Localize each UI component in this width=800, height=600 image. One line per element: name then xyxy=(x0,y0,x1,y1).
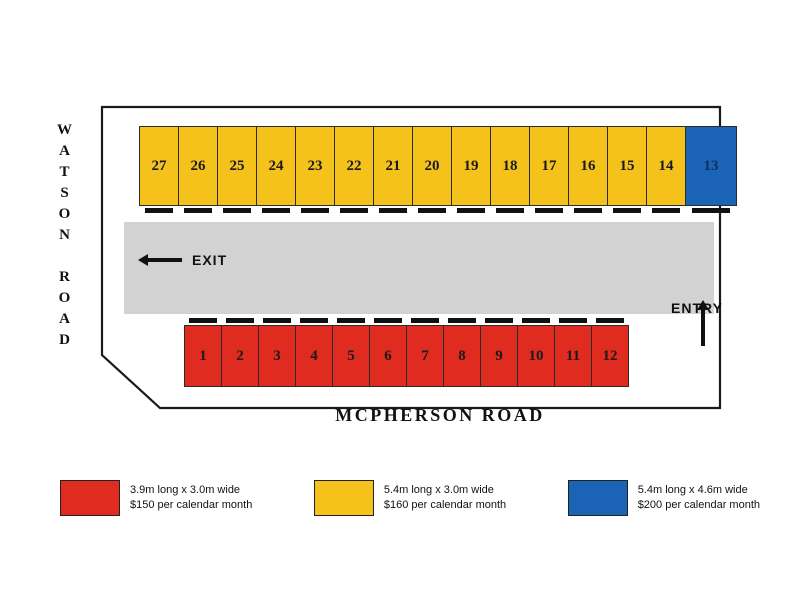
arrow-left-icon xyxy=(138,254,182,266)
unit-number: 9 xyxy=(495,347,503,364)
storage-unit[interactable] xyxy=(490,126,530,206)
legend-size-blue: 5.4m long x 4.6m wide xyxy=(637,484,748,496)
storage-unit[interactable] xyxy=(568,126,608,206)
roller-door-icon xyxy=(226,318,254,323)
unit-number: 18 xyxy=(502,157,518,174)
legend-text-blue xyxy=(638,483,760,513)
unit-number: 4 xyxy=(310,347,318,364)
legend-text-yellow xyxy=(384,483,506,513)
storage-unit[interactable] xyxy=(184,325,222,387)
legend-size-red: 3.9m long x 3.0m wide xyxy=(130,484,241,496)
exit-label: EXIT xyxy=(192,252,228,268)
storage-unit[interactable] xyxy=(295,126,335,206)
storage-unit[interactable] xyxy=(685,126,737,206)
storage-unit[interactable] xyxy=(529,126,569,206)
unit-number: 15 xyxy=(619,157,635,174)
roller-door-icon xyxy=(496,208,524,213)
legend-swatch-yellow xyxy=(314,480,374,516)
roller-door-icon xyxy=(596,318,624,323)
unit-number: 5 xyxy=(347,347,355,364)
unit-number: 19 xyxy=(463,157,479,174)
storage-unit[interactable] xyxy=(139,126,179,206)
unit-number: 12 xyxy=(602,347,618,364)
storage-unit[interactable] xyxy=(369,325,407,387)
unit-number: 24 xyxy=(268,157,284,174)
unit-number: 3 xyxy=(273,347,281,364)
street-label-char: O xyxy=(58,206,72,222)
roller-door-icon xyxy=(337,318,365,323)
storage-unit[interactable] xyxy=(646,126,686,206)
roller-door-icon xyxy=(485,318,513,323)
driveway-area xyxy=(124,222,714,314)
unit-number: 21 xyxy=(385,157,401,174)
street-label-char xyxy=(50,246,80,267)
street-label-char: S xyxy=(60,185,70,201)
street-label-char: D xyxy=(59,332,71,348)
roller-door-icon xyxy=(262,208,290,213)
entry-indicator xyxy=(660,300,734,316)
storage-unit[interactable] xyxy=(607,126,647,206)
storage-unit[interactable] xyxy=(591,325,629,387)
roller-door-icon xyxy=(411,318,439,323)
unit-number: 16 xyxy=(580,157,596,174)
unit-number: 7 xyxy=(421,347,429,364)
unit-number: 23 xyxy=(307,157,323,174)
street-label-char: A xyxy=(59,143,71,159)
unit-number: 27 xyxy=(151,157,167,174)
unit-number: 25 xyxy=(229,157,245,174)
roller-door-icon xyxy=(418,208,446,213)
legend-price-red: $150 per calendar month xyxy=(130,499,253,511)
street-label-char: N xyxy=(59,227,71,243)
roller-door-icon xyxy=(535,208,563,213)
legend-price-yellow: $160 per calendar month xyxy=(383,499,507,511)
unit-number: 10 xyxy=(528,347,544,364)
storage-unit[interactable] xyxy=(412,126,452,206)
storage-unit[interactable] xyxy=(178,126,218,206)
street-label-char: O xyxy=(58,290,72,306)
roller-door-icon xyxy=(189,318,217,323)
legend-price-blue: $200 per calendar month xyxy=(637,499,760,511)
unit-number: 17 xyxy=(541,157,557,174)
roller-door-icon xyxy=(522,318,550,323)
legend-text-red xyxy=(130,483,252,513)
street-label-char: A xyxy=(59,311,71,327)
storage-unit[interactable] xyxy=(256,126,296,206)
street-label-char: W xyxy=(57,122,73,138)
legend-item-large xyxy=(568,480,760,516)
legend-size-yellow: 5.4m long x 3.0m wide xyxy=(383,484,494,496)
roller-door-icon xyxy=(652,208,680,213)
storage-unit[interactable] xyxy=(221,325,259,387)
roller-door-icon xyxy=(300,318,328,323)
unit-number: 14 xyxy=(658,157,674,174)
roller-door-icon xyxy=(145,208,173,213)
roller-door-icon xyxy=(448,318,476,323)
storage-unit[interactable] xyxy=(406,325,444,387)
roller-door-icon xyxy=(301,208,329,213)
storage-unit[interactable] xyxy=(517,325,555,387)
storage-unit[interactable] xyxy=(217,126,257,206)
roller-door-icon xyxy=(457,208,485,213)
unit-row-top xyxy=(139,126,736,206)
storage-unit[interactable] xyxy=(295,325,333,387)
legend-item-medium xyxy=(314,480,506,516)
roller-door-icon xyxy=(692,208,730,213)
street-label-watson-road xyxy=(50,120,80,351)
storage-unit[interactable] xyxy=(258,325,296,387)
roller-door-icon xyxy=(374,318,402,323)
roller-door-icon xyxy=(379,208,407,213)
unit-row-bottom xyxy=(184,325,628,387)
exit-indicator xyxy=(138,252,227,268)
storage-unit[interactable] xyxy=(332,325,370,387)
roller-door-icon xyxy=(263,318,291,323)
roller-door-icon xyxy=(574,208,602,213)
unit-number: 26 xyxy=(190,157,206,174)
street-label-char: T xyxy=(59,164,71,180)
roller-door-icon xyxy=(613,208,641,213)
storage-unit[interactable] xyxy=(480,325,518,387)
unit-number: 13 xyxy=(703,157,719,174)
street-label-watson-road-text xyxy=(50,120,80,351)
legend xyxy=(60,480,760,516)
legend-swatch-red xyxy=(60,480,120,516)
storage-unit[interactable] xyxy=(373,126,413,206)
unit-number: 8 xyxy=(458,347,466,364)
unit-number: 1 xyxy=(199,347,207,364)
storage-unit[interactable] xyxy=(554,325,592,387)
roller-door-icon xyxy=(340,208,368,213)
unit-number: 20 xyxy=(424,157,440,174)
legend-swatch-blue xyxy=(568,480,628,516)
entry-label: ENTRY xyxy=(671,300,723,316)
unit-number: 2 xyxy=(236,347,244,364)
storage-unit[interactable] xyxy=(443,325,481,387)
unit-number: 11 xyxy=(565,347,581,364)
roller-door-icon xyxy=(223,208,251,213)
storage-unit[interactable] xyxy=(334,126,374,206)
street-label-mcpherson-road: MCPHERSON ROAD xyxy=(335,405,545,425)
legend-item-small xyxy=(60,480,252,516)
storage-unit[interactable] xyxy=(451,126,491,206)
roller-door-icon xyxy=(559,318,587,323)
unit-number: 22 xyxy=(346,157,362,174)
street-label-char: R xyxy=(59,269,71,285)
roller-door-icon xyxy=(184,208,212,213)
unit-number: 6 xyxy=(384,347,392,364)
